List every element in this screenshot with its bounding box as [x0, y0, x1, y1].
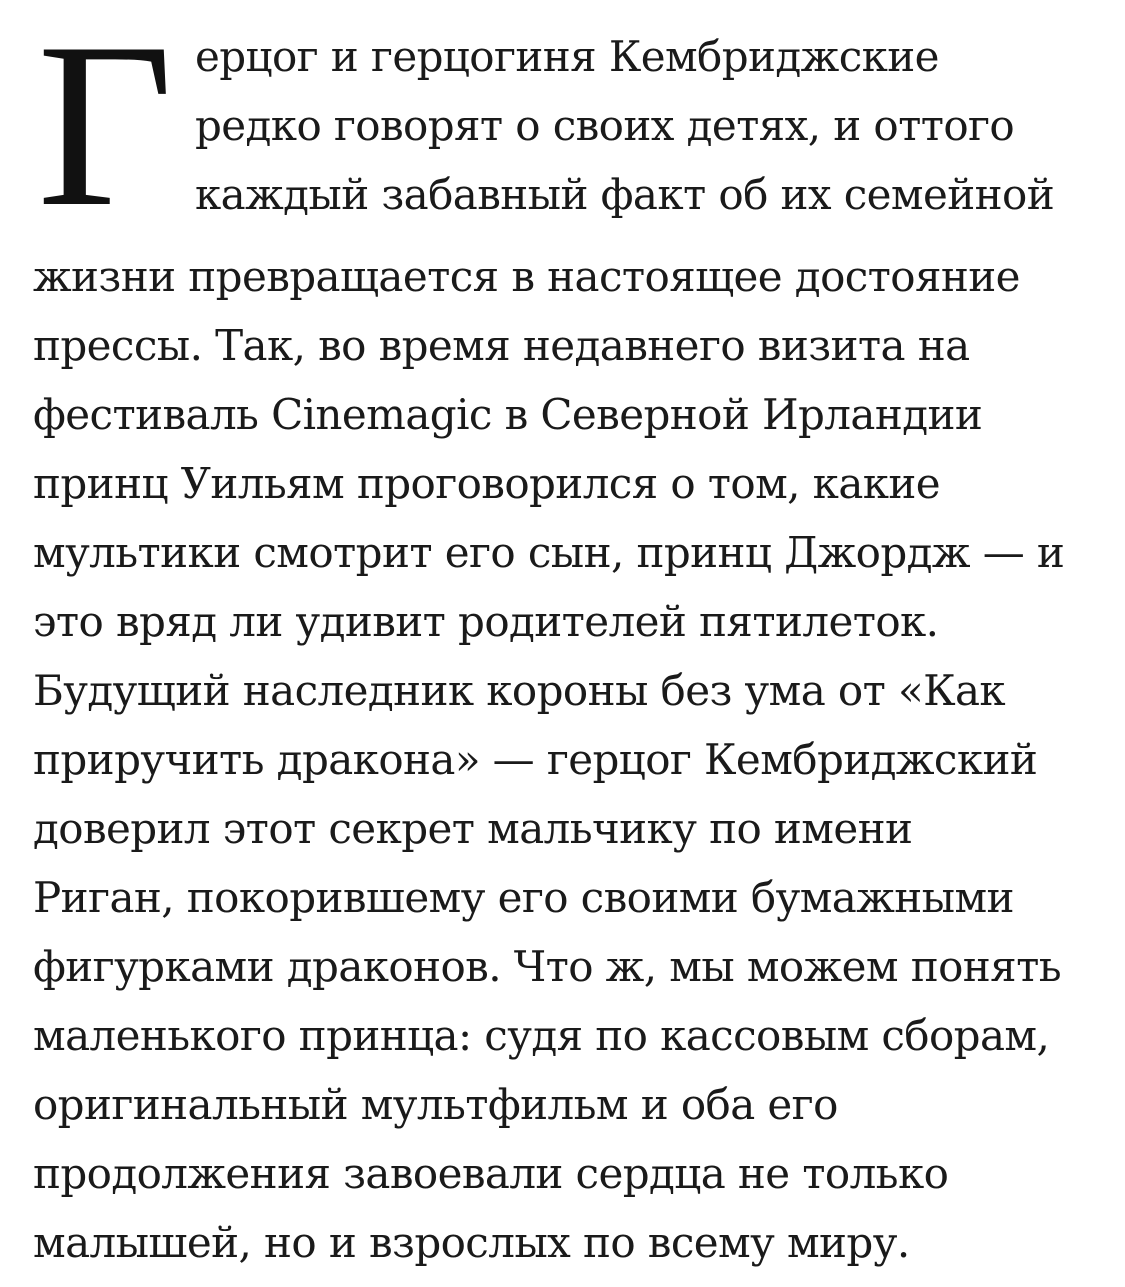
lead-lines — [195, 22, 1103, 229]
article-lead — [33, 0, 1103, 256]
text-line: каждый забавный факт об их семейной — [195, 170, 1055, 219]
text-line: прессы. Так, во время недавнего визита на — [33, 321, 970, 370]
text-line: редко говорят о своих детях, и оттого — [195, 101, 1015, 150]
text-line: продолжения завоевали сердца не только — [33, 1149, 949, 1198]
text-line: оригинальный мультфильм и оба его — [33, 1080, 838, 1129]
text-line: Будущий наследник короны без ума от «Как — [33, 666, 1006, 715]
text-line: фестиваль Cinemagic в Северной Ирландии — [33, 390, 983, 439]
text-line: это вряд ли удивит родителей пятилеток. — [33, 597, 939, 646]
text-line: принц Уильям проговорился о том, какие — [33, 459, 941, 508]
text-line: ерцог и герцогиня Кембриджские — [195, 32, 939, 81]
text-line: маленького принца: судя по кассовым сборам, — [33, 1011, 1050, 1060]
text-line: малышей, но и взрослых по всему миру. — [33, 1218, 910, 1267]
text-line: Риган, покорившему его своими бумажными — [33, 873, 1014, 922]
body-lines — [33, 242, 1103, 1277]
drop-cap: Г — [37, 0, 174, 256]
text-line: приручить дракона» — герцог Кембриджский — [33, 735, 1038, 784]
text-line: жизни превращается в настоящее достояние — [33, 252, 1020, 301]
article-body — [33, 0, 1103, 1277]
text-line: доверил этот секрет мальчику по имени — [33, 804, 913, 853]
text-line: мультики смотрит его сын, принц Джордж — и — [33, 528, 1065, 577]
text-line: фигурками драконов. Что ж, мы можем понять — [33, 942, 1061, 991]
